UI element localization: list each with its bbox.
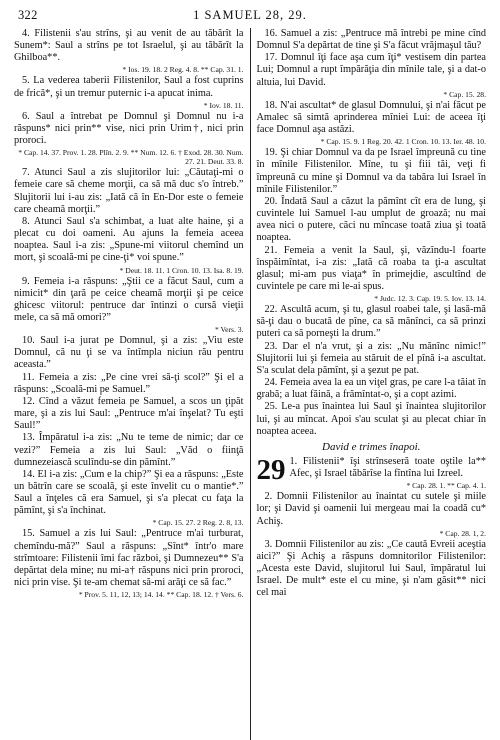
verse-text: 1. Filistenii* îşi strînseseră toate oştile la** Afec, şi Israel tăbărîse la fîntîna lui Izreel. bbox=[289, 456, 486, 480]
cross-references: * Cap. 28. 1. ** Cap. 4. 1. bbox=[406, 481, 486, 491]
verse: 18. N'ai ascultat* de glasul Domnului, şi n'ai făcut pe Amalec să simtă aprinderea mîniei Lui: de aceea îţi face Domnul aşa astăzi. bbox=[256, 99, 486, 136]
verse: 22. Ascultă acum, şi tu, glasul roabei tale, şi lasă-mă să-ţi dau o bucată de pîne, ca să mănînci, ca să prinzi puteri ca să porneşti la drum.” bbox=[256, 304, 486, 340]
verse: 11. Femeia a zis: „Pe cine vrei să-ţi scol?” Şi el a răspuns: „Scoală-mi pe Samuel.” bbox=[14, 371, 244, 395]
cross-references: * Judc. 12. 3. Cap. 19. 5. Iov. 13. 14. bbox=[374, 294, 486, 304]
running-head: 1 SAMUEL 28, 29. bbox=[193, 8, 307, 22]
cross-references: * Ios. 19. 18. 2 Reg. 4. 8. ** Cap. 31. 1. bbox=[122, 65, 244, 75]
cross-references: * Vers. 3. bbox=[214, 325, 244, 335]
verse: 6. Saul a întrebat pe Domnul şi Domnul nu i-a răspuns* nici prin** vise, nici prin Urim†, nici prin proroci. bbox=[14, 110, 244, 147]
page-number: 322 bbox=[18, 8, 38, 22]
chapter-number: 29 bbox=[256, 454, 286, 486]
verse: 24. Femeia avea la ea un viţel gras, pe care l-a tăiat în grabă; a luat făină, a frămîntat-o, şi a copt azimi. bbox=[256, 377, 486, 401]
verse: 3. Domnii Filistenilor au zis: „Ce caută Evreii aceştia aici?” Şi Achiş a răspuns domnitorilor Filistenilor: „Acesta este David, slujitorul lui Saul, împăratul lui Israel. De mult* este el cu mine, şi n'am găsit** nici cel mai bbox=[256, 538, 486, 599]
cross-references: * Cap. 15. 9. 1 Reg. 20. 42. 1 Cron. 10. 13. Ier. 48. 10. bbox=[320, 137, 486, 147]
cross-references: * Cap. 28. 1, 2. bbox=[439, 528, 486, 538]
cross-references: * Cap. 15. 28. bbox=[443, 89, 486, 99]
text-columns bbox=[14, 28, 486, 740]
cross-references: * Cap. 15. 27. 2 Reg. 2. 8, 13. bbox=[152, 518, 244, 528]
verse: 5. La vederea taberii Filistenilor, Saul a fost cuprins de frică*, şi un tremur puternic i-a apucat inima. bbox=[14, 75, 244, 99]
cross-references: * Iov. 18. 11. bbox=[203, 100, 244, 110]
verse: 9. Femeia i-a răspuns: „Ştii ce a făcut Saul, cum a nimicit* din ţară pe ceice cheamă morţii şi pe ceice ghicesc viitorul: pentruce dar întinzi o cursă vieţii mele, ca să mă omori?” bbox=[14, 275, 244, 323]
cross-references: * Prov. 5. 11, 12, 13; 14. 14. ** Cap. 18. 12. † Vers. 6. bbox=[78, 590, 244, 600]
verse: 14. El i-a zis: „Cum e la chip?” Şi ea a răspuns: „Este un bătrîn care se scoală, şi este învelit cu o mantie*.” Saul a înţeles că era Samuel, şi s'a plecat cu faţa la pămînt, şi s'a închinat. bbox=[14, 468, 244, 517]
verse: 4. Filistenii s'au strîns, şi au venit de au tăbărît la Sunem*: Saul a strîns pe tot Israelul, şi au tăbărît la Ghilboa**. bbox=[14, 28, 244, 64]
verse: 10. Saul i-a jurat pe Domnul, şi a zis: „Viu este Domnul, că nu ţi se va întîmpla niciun rău pentru aceasta.” bbox=[14, 335, 244, 371]
left-column bbox=[14, 28, 250, 740]
cross-references: * Deut. 18. 11. 1 Cron. 10. 13. Isa. 8. 19. bbox=[119, 265, 244, 275]
verse: 17. Domnul îţi face aşa cum îţi* vestisem din partea Lui; Domnul a rupt împărăţia din mînile tale, şi a dat-o altuia, lui David. bbox=[256, 52, 486, 88]
verse: 2. Domnii Filistenilor au înaintat cu sutele şi miile lor; şi David şi oamenii lui mergeau mai la coadă cu* Achiş. bbox=[256, 491, 486, 527]
cross-references: * Cap. 14. 37. Prov. 1. 28. Plîn. 2. 9. ** Num. 12. 6. † Exod. 28. 30. Num. 27. 21. Deut. 33. 8. bbox=[18, 148, 244, 167]
page-header bbox=[14, 8, 486, 24]
verse: 20. Îndată Saul a căzut la pămînt cît era de lung, şi cuvintele lui Samuel l-au umplut de groază; nu mai avea nici o putere, căci nu mîncase toată ziua şi toată noaptea. bbox=[256, 195, 486, 244]
verse: 21. Femeia a venit la Saul, şi, văzîndu-l foarte înspăimîntat, i-a zis: „Iată că roaba ta ţi-a ascultat glasul; mi-am pus viaţa* în primejdie, ascultînd de cuvintele pe care mi le-ai spus. bbox=[256, 244, 486, 292]
verse: 19. Şi chiar Domnul va da pe Israel împreună cu tine în mînile Filistenilor. Mîne, tu şi fiii tăi, veţi fi împreună cu mine şi Domnul va da tabăra lui Israel în mînile Filistenilor.” bbox=[256, 147, 486, 195]
verse: 25. Le-a pus înaintea lui Saul şi înaintea slujitorilor lui, şi au mîncat. Apoi s'au sculat şi au plecat chiar în noaptea aceea. bbox=[256, 401, 486, 437]
verse: 7. Atunci Saul a zis slujitorilor lui: „Căutaţi-mi o femeie care să cheme morţii, ca să mă duc s'o întreb.” Slujitorii lui i-au zis: „Iată că în En-Dor este o femeie care cheamă morţii.” bbox=[14, 167, 244, 215]
verse: 8. Atunci Saul s'a schimbat, a luat alte haine, şi a plecat cu doi oameni. Au ajuns la femeia aceea noaptea. Saul i-a zis: „Spune-mi viitorul chemînd un mort, şi scoală-mi pe cine-ţi* voi spune.” bbox=[14, 215, 244, 264]
verse: 23. Dar el n'a vrut, şi a zis: „Nu mănînc nimic!” Slujitorii lui şi femeia au stăruit de el pînă i-a ascultat. S'a sculat dela pămînt, şi a şezut pe pat. bbox=[256, 340, 486, 376]
verse: 16. Samuel a zis: „Pentruce mă întrebi pe mine cînd Domnul S'a depărtat de tine şi S'a făcut vrăjmaşul tău? bbox=[256, 28, 486, 52]
right-column bbox=[251, 28, 487, 740]
verse: 12. Cînd a văzut femeia pe Samuel, a scos un ţipăt mare, şi a zis lui Saul: „Pentruce m'ai înşelat? Tu eşti Saul!” bbox=[14, 395, 244, 432]
verse: 13. Împăratul i-a zis: „Nu te teme de nimic; dar ce vezi?” Femeia a zis lui Saul: „Văd o fiinţă dumnezeiască sculîndu-se din pămînt.” bbox=[14, 432, 244, 468]
verse: 15. Samuel a zis lui Saul: „Pentruce m'ai turburat, chemîndu-mă?” Saul a răspuns: „Sînt* într'o mare strîmtoare: Filistenii îmi fac război, şi Dumnezeu** S'a depărtat dela mine; nu mi-a† răspuns nici prin proroci, nici prin vise. Şi te-am chemat să-mi arăţi ce să fac.” bbox=[14, 528, 244, 589]
section-heading: David e trimes înapoi. bbox=[322, 440, 421, 453]
